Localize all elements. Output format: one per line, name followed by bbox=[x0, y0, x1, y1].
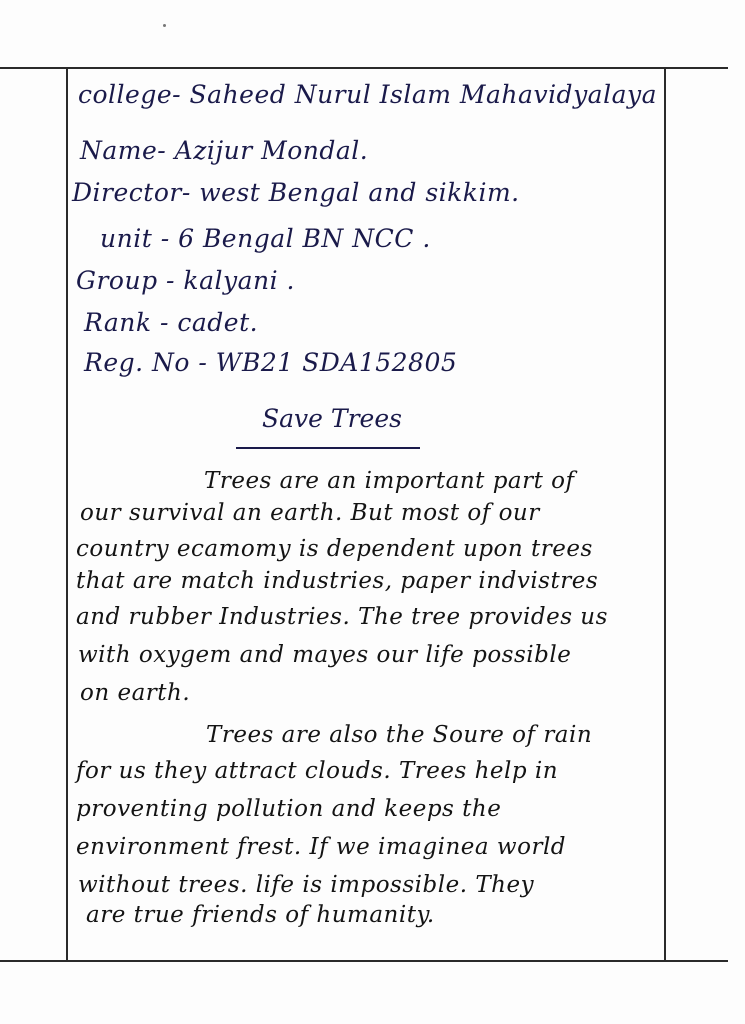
left-margin-line bbox=[66, 67, 68, 962]
essay-line: environment frest. If we imaginea world bbox=[76, 834, 567, 860]
essay-line: with oxygem and mayes our life possible bbox=[78, 642, 572, 668]
director-line: Director- west Bengal and sikkim. bbox=[72, 178, 520, 207]
essay-line: and rubber Industries. The tree provides us bbox=[76, 604, 608, 630]
essay-line: are true friends of humanity. bbox=[86, 902, 435, 928]
rank-line: Rank - cadet. bbox=[84, 308, 259, 337]
essay-line: Trees are an important part of bbox=[204, 468, 575, 494]
group-line: Group - kalyani . bbox=[76, 266, 295, 295]
right-margin-line bbox=[664, 67, 666, 962]
essay-line: our survival an earth. But most of our bbox=[80, 500, 540, 526]
essay-line: on earth. bbox=[80, 680, 191, 706]
essay-line: Trees are also the Soure of rain bbox=[206, 722, 593, 748]
title-underline bbox=[236, 447, 420, 449]
top-margin-line bbox=[0, 67, 728, 69]
paper-speck bbox=[163, 24, 166, 27]
college-line: college- Saheed Nurul Islam Mahavidyalaya bbox=[78, 80, 658, 109]
essay-line: country ecamomy is dependent upon trees bbox=[76, 536, 593, 562]
essay-line: that are match industries, paper indvistres bbox=[76, 568, 599, 594]
name-line: Name- Azijur Mondal. bbox=[80, 136, 369, 165]
essay-line: for us they attract clouds. Trees help in bbox=[76, 758, 559, 784]
unit-line: unit - 6 Bengal BN NCC . bbox=[100, 224, 431, 253]
essay-line: proventing pollution and keeps the bbox=[76, 796, 502, 822]
reg-no-line: Reg. No - WB21 SDA152805 bbox=[84, 348, 458, 377]
essay-line: without trees. life is impossible. They bbox=[78, 872, 535, 898]
bottom-margin-line bbox=[0, 960, 728, 962]
essay-title: Save Trees bbox=[262, 404, 402, 433]
